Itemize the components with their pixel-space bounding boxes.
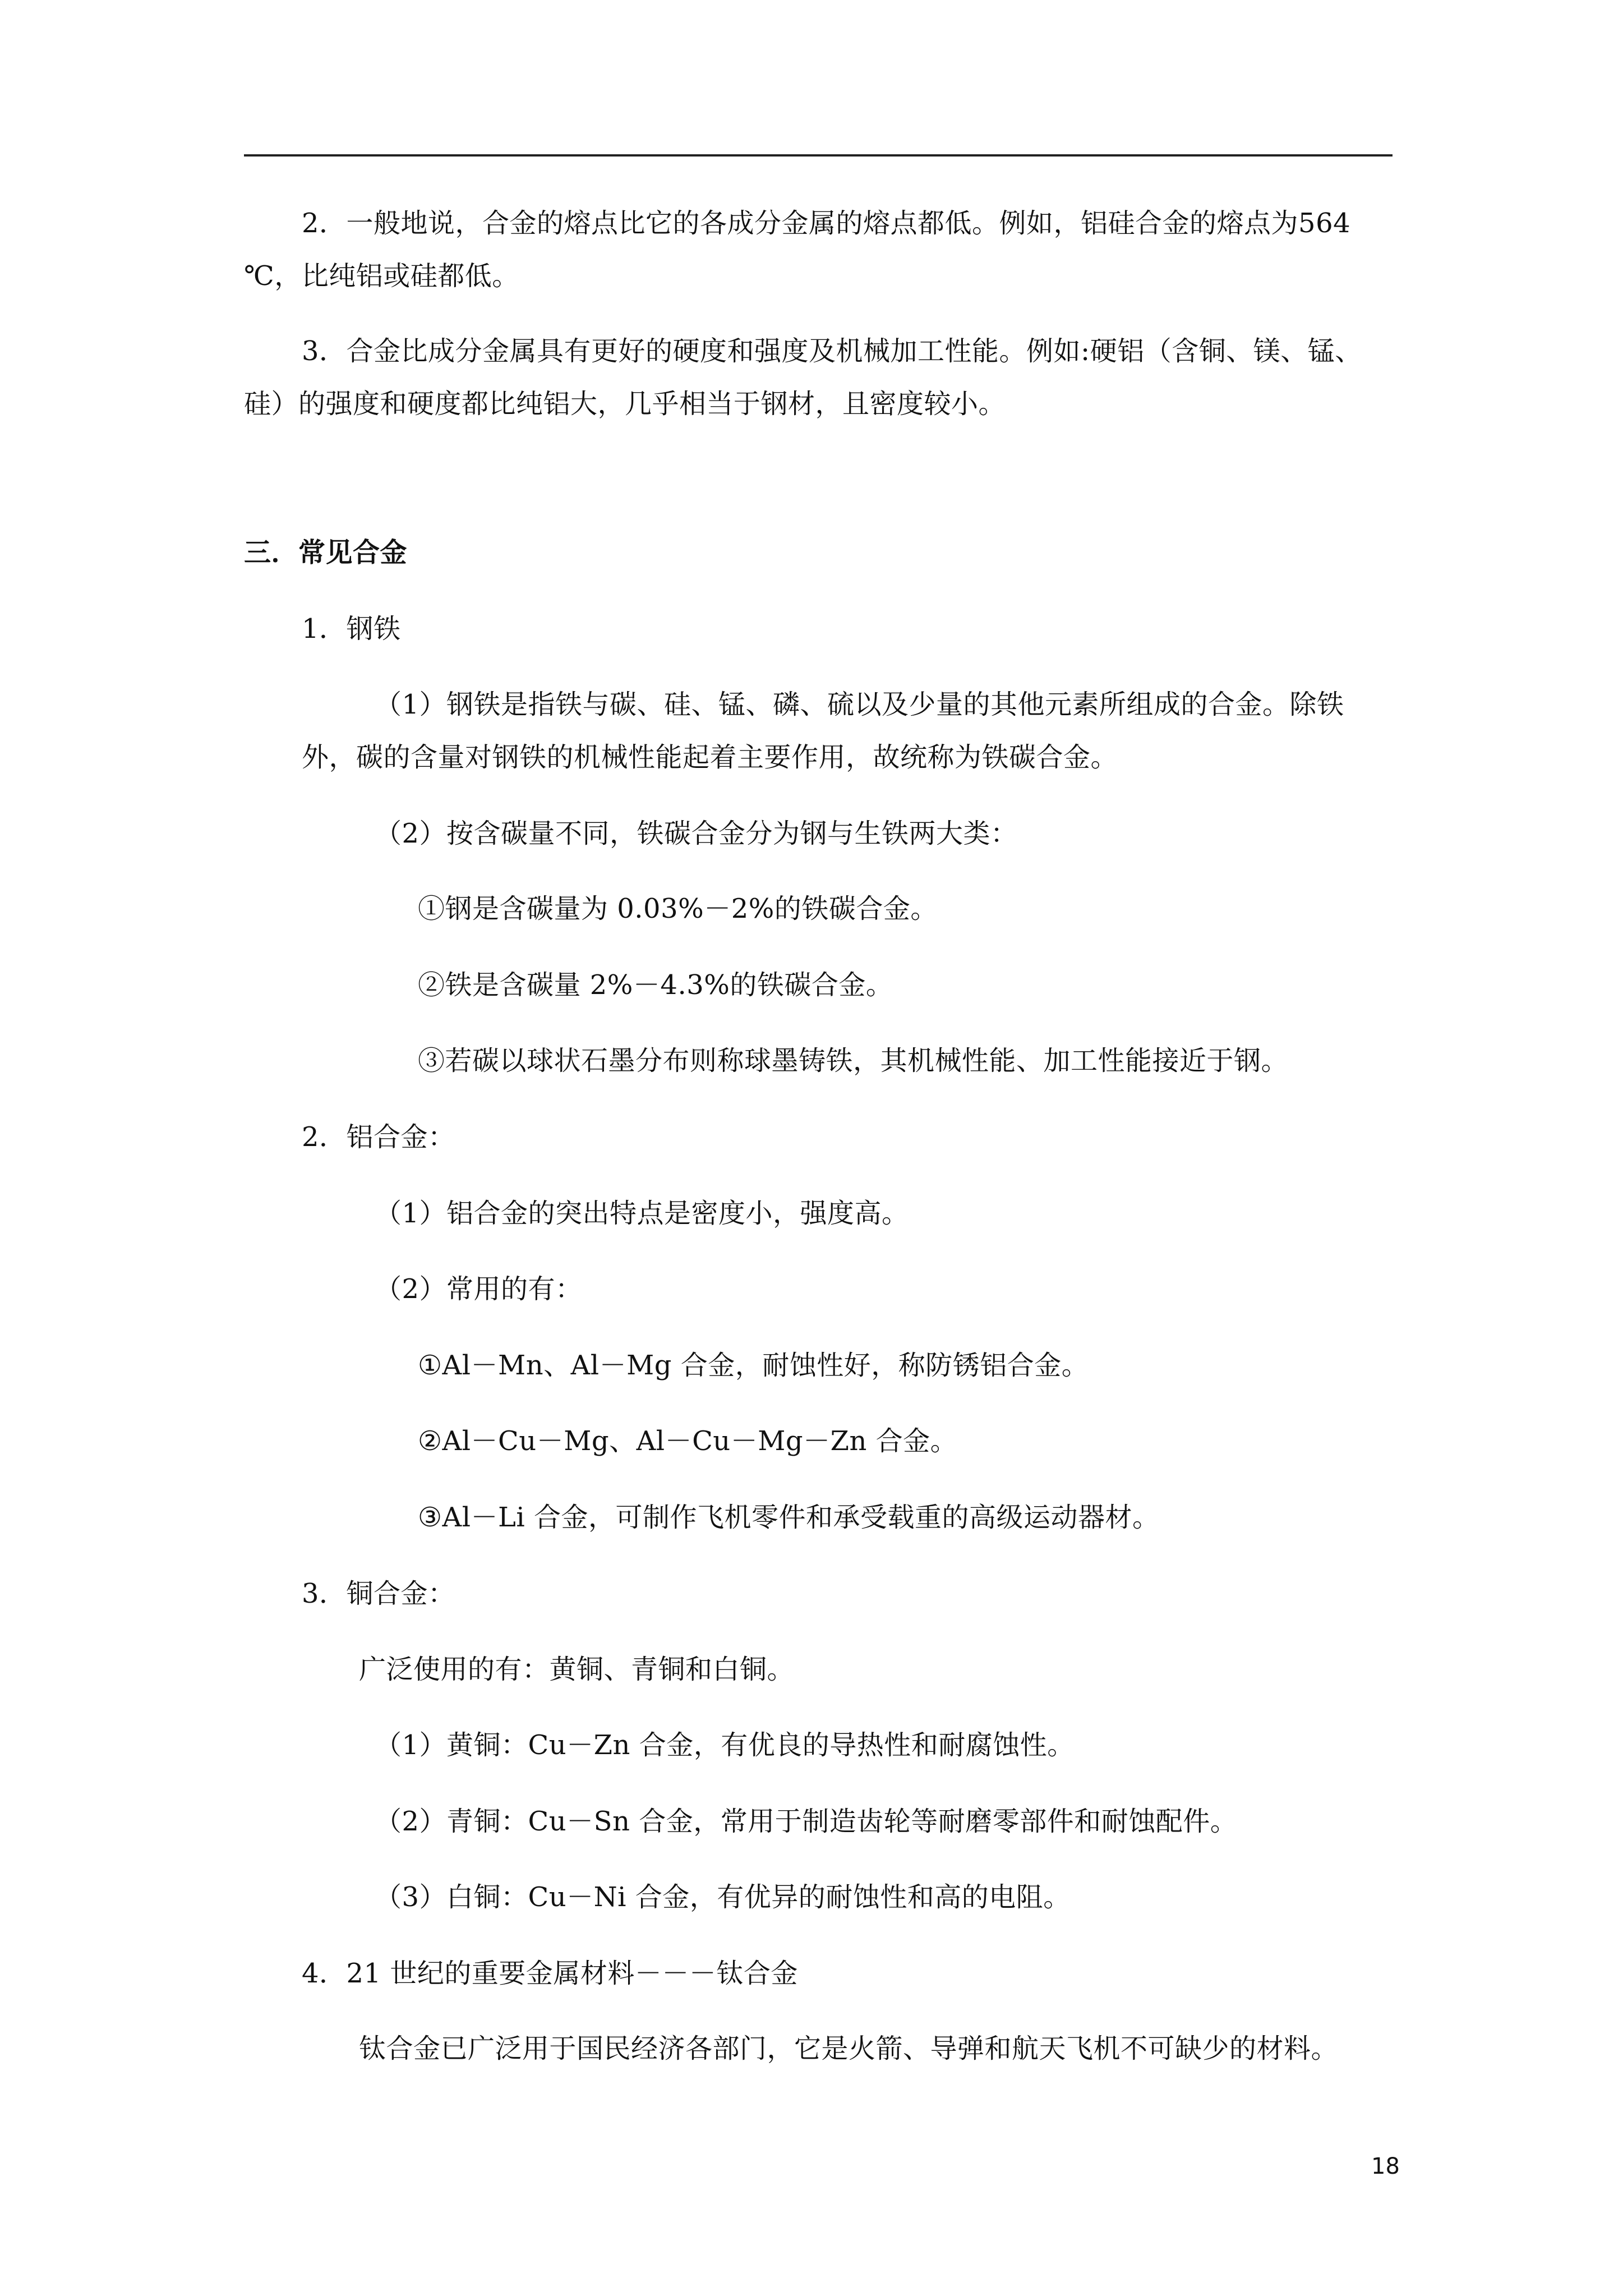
- copper-item3: （3）白铜：Cu－Ni 合金，有优异的耐蚀性和高的电阻。: [375, 1881, 1071, 1913]
- steel-item1-line1: （1）钢铁是指铁与碳、硅、锰、磷、硫以及少量的其他元素所组成的合金。除铁: [375, 689, 1344, 720]
- steel-sub2: ②铁是含碳量 2%－4.3%的铁碳合金。: [418, 969, 893, 1001]
- steel-item1-line2: 外，碳的含量对钢铁的机械性能起着主要作用，故统称为铁碳合金。: [302, 742, 1118, 773]
- aluminum-item1: （1）铝合金的突出特点是密度小，强度高。: [375, 1198, 909, 1229]
- titanium-title: 4．21 世纪的重要金属材料－－－钛合金: [302, 1958, 798, 1989]
- aluminum-title: 2．铝合金：: [302, 1121, 455, 1153]
- copper-item1: （1）黄铜：Cu－Zn 合金，有优良的导热性和耐腐蚀性。: [375, 1729, 1075, 1761]
- section-heading-common-alloys: 三．常见合金: [244, 537, 408, 568]
- aluminum-sub3: ③Al－Li 合金，可制作飞机零件和承受载重的高级运动器材。: [418, 1502, 1160, 1533]
- paragraph-hardness-line1: 3．合金比成分金属具有更好的硬度和强度及机械加工性能。例如:硬铝（含铜、镁、锰、: [302, 335, 1362, 367]
- steel-sub3: ③若碳以球状石墨分布则称球墨铸铁，其机械性能、加工性能接近于钢。: [418, 1045, 1289, 1076]
- aluminum-sub2: ②Al－Cu－Mg、Al－Cu－Mg－Zn 合金。: [418, 1425, 958, 1457]
- aluminum-item2: （2）常用的有：: [375, 1273, 583, 1305]
- copper-title: 3．铜合金：: [302, 1578, 455, 1609]
- steel-title: 1．钢铁: [302, 613, 401, 645]
- paragraph-hardness-line2: 硅）的强度和硬度都比纯铝大，几乎相当于钢材，且密度较小。: [244, 388, 1006, 420]
- paragraph-melting-point-line1: 2．一般地说，合金的熔点比它的各成分金属的熔点都低。例如，铝硅合金的熔点为564: [302, 208, 1351, 239]
- steel-sub1: ①钢是含碳量为 0.03%－2%的铁碳合金。: [418, 893, 938, 924]
- copper-intro: 广泛使用的有：黄铜、青铜和白铜。: [359, 1654, 795, 1685]
- page-number: 18: [1371, 2154, 1400, 2179]
- steel-item2: （2）按含碳量不同，铁碳合金分为钢与生铁两大类：: [375, 818, 1018, 849]
- paragraph-melting-point-line2: ℃，比纯铝或硅都低。: [244, 260, 519, 292]
- header-rule: [244, 154, 1393, 157]
- titanium-text: 钛合金已广泛用于国民经济各部门，它是火箭、导弹和航天飞机不可缺少的材料。: [359, 2033, 1339, 2064]
- copper-item2: （2）青铜：Cu－Sn 合金，常用于制造齿轮等耐磨零部件和耐蚀配件。: [375, 1806, 1238, 1837]
- aluminum-sub1: ①Al－Mn、Al－Mg 合金，耐蚀性好，称防锈铝合金。: [418, 1350, 1089, 1381]
